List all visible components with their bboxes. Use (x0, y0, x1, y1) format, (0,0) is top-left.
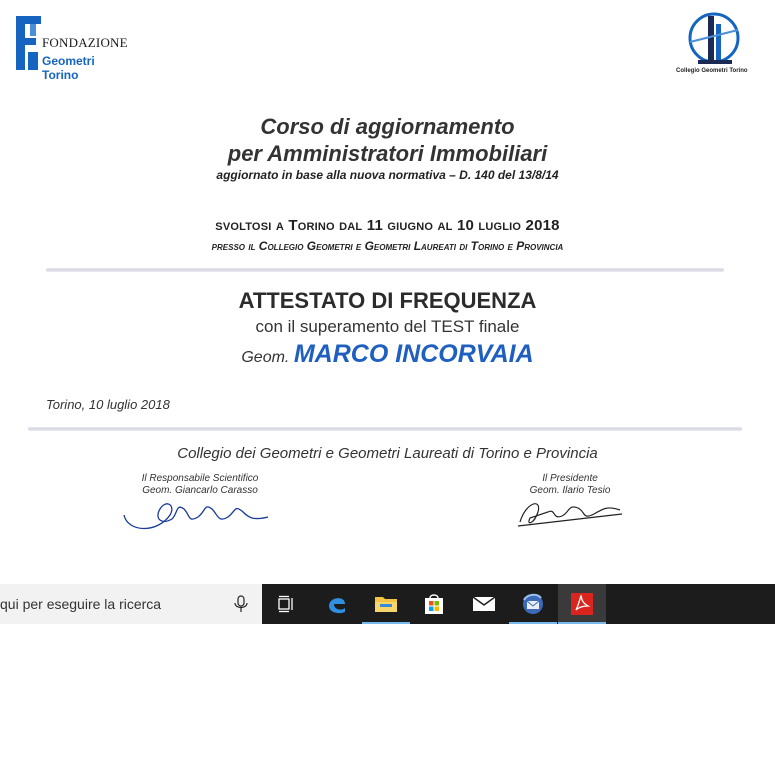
collegio-logo (672, 10, 762, 80)
collegio-logo-mark (686, 10, 742, 66)
folder-icon (374, 594, 398, 614)
recipient-prefix: Geom. (241, 349, 290, 366)
edge-button[interactable] (313, 584, 361, 624)
search-placeholder: qui per eseguire la ricerca (0, 596, 162, 612)
course-dates: svoltosi a Torino dal 11 giugno al 10 luglio 2018 (215, 217, 560, 234)
course-venue: presso il Collegio Geometri e Geometri Laureati di Torino e Provincia (211, 239, 564, 253)
signer-right-name: Geom. Ilario Tesio (529, 485, 611, 496)
course-subtitle: aggiornato in base alla nuova normativa – D. 140 del 13/8/14 (216, 168, 559, 182)
logo-left-subtitle: Geometri Torino (42, 54, 95, 82)
microphone-icon[interactable] (233, 595, 249, 613)
signer-left-name: Geom. Giancarlo Carasso (142, 485, 258, 496)
task-view-button[interactable] (262, 584, 310, 624)
recipient-name: MARCO INCORVAIA (293, 340, 534, 368)
recipient (0, 340, 775, 369)
windows-taskbar (0, 584, 775, 624)
task-view-icon (276, 595, 296, 613)
divider-bottom (28, 427, 742, 431)
certificate-subheading: con il superamento del TEST finale (255, 317, 520, 336)
thunderbird-icon (521, 592, 545, 616)
fondazione-logo-mark (16, 16, 42, 72)
pdf-icon (570, 592, 594, 616)
signature-left (118, 493, 278, 533)
acrobat-active-indicator (558, 622, 606, 624)
file-explorer-open-indicator (362, 622, 410, 624)
issuer: Collegio dei Geometri e Geometri Laureati di Torino e Provincia (177, 445, 598, 462)
fondazione-logo (16, 14, 128, 82)
edge-icon (326, 593, 348, 615)
signature-right (512, 492, 632, 532)
logo-right-caption: Collegio Geometri Torino (676, 68, 748, 74)
logo-left-title: FONDAZIONE (42, 35, 128, 50)
thunderbird-button[interactable] (509, 584, 557, 624)
mail-icon (472, 595, 496, 613)
acrobat-button[interactable] (558, 584, 606, 624)
file-explorer-button[interactable] (362, 584, 410, 624)
course-title-line2: per Amministratori Immobiliari (227, 141, 548, 166)
taskbar-search-box[interactable] (0, 584, 262, 624)
thunderbird-open-indicator (509, 622, 557, 624)
mail-button[interactable] (460, 584, 508, 624)
signer-left-role: Il Responsabile Scientifico (141, 473, 259, 484)
store-button[interactable] (410, 584, 458, 624)
certificate-heading: ATTESTATO DI FREQUENZA (238, 288, 537, 313)
course-title-line1: Corso di aggiornamento (260, 114, 515, 139)
signer-right-role: Il Presidente (542, 473, 598, 484)
divider-top (46, 268, 724, 272)
place-date: Torino, 10 luglio 2018 (46, 397, 170, 412)
store-icon (423, 593, 445, 615)
